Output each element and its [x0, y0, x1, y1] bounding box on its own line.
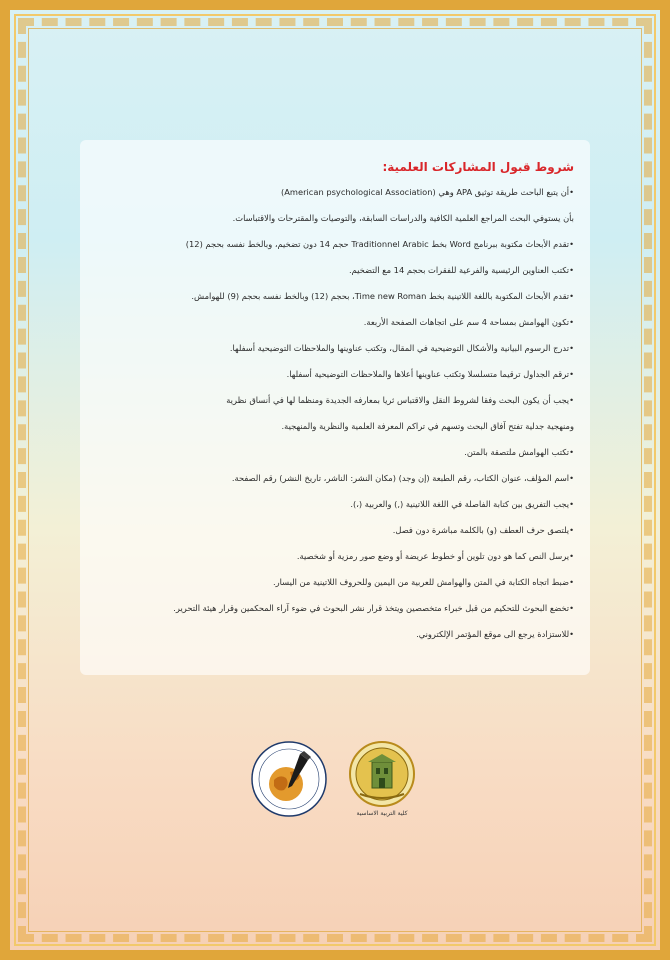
condition-line: •اسم المؤلف، عنوان الكتاب، رقم الطبعة (إن وجد) (مكان النشر: الناشر، تاريخ النشر) رقم الصفحة.	[231, 473, 574, 483]
condition-line: •يجب أن يكون البحث وفقا لشروط النقل والاقتباس ثريا بمعارفه الجديدة ومنظما لها في أنساق نظرية	[226, 395, 574, 405]
condition-line: •تخضع البحوث للتحكيم من قبل خبراء متخصصين ويتخذ قرار نشر البحوث في ضوء آراء المحكمين وقرار هيئة التحرير.	[173, 603, 574, 613]
condition-line: •يرسل النص كما هو دون تلوين أو خطوط عريضة أو وضع صور رمزية أو شخصية.	[296, 551, 574, 561]
college-building-logo-icon	[346, 740, 418, 826]
condition-line: •تكون الهوامش بمساحة 4 سم على اتجاهات الصفحة الأربعة.	[363, 317, 574, 327]
college-logo-caption: كلية التربية الاساسية	[356, 810, 408, 817]
condition-line: •للاستزادة يرجع الى موقع المؤتمر الإلكتروني.	[416, 629, 574, 639]
condition-line: •ضبط اتجاه الكتابة في المتن والهوامش للعربية من اليمين وللحروف اللاتينية من اليسار.	[273, 577, 574, 587]
condition-line: •ترقم الجداول ترقيما متسلسلا وتكتب عناوينها أعلاها والملاحظات التوضيحية أسفلها.	[286, 369, 574, 379]
condition-line: •تكتب الهوامش ملتصقة بالمتن.	[464, 447, 574, 457]
conditions-section	[96, 160, 574, 654]
condition-line: ومنهجية جدلية تفتح آفاق البحث وتسهم في تراكم المعرفة العلمية والنظرية والمنهجية.	[281, 421, 574, 431]
condition-line: •تكتب العناوين الرئيسية والفرعية للفقرات بحجم 14 مع التضخيم.	[348, 265, 574, 275]
condition-line: •يجب التفريق بين كتابة الفاصلة في اللغة اللاتينية (,) والعربية (،).	[350, 499, 574, 509]
pen-globe-logo-icon	[250, 740, 328, 818]
condition-line: •تقدم الأبحاث المكتوبة باللغة اللاتينية بخط Time new Roman، بحجم (12) وبالخط نفسه بحجم (9) للهوامش.	[191, 291, 574, 301]
condition-line: •يلتصق حرف العطف (و) بالكلمة مباشرة دون فصل.	[392, 525, 574, 535]
condition-line: •أن يتبع الباحث طريقة توثيق APA وهي (American psychological Association)	[280, 187, 574, 197]
condition-line: •تدرج الرسوم البيانية والأشكال التوضيحية في المقال، وتكتب عناوينها والملاحظات التوضيحية أسفلها.	[229, 343, 574, 353]
condition-line: •تقدم الأبحاث مكتوبة ببرنامج Word بخط Traditionnel Arabic حجم 14 دون تضخيم، وبالخط نفسه بحجم (12)	[185, 239, 574, 249]
conditions-heading: شروط قبول المشاركات العلمية:	[382, 160, 574, 174]
condition-line: بأن يستوفي البحث المراجع العلمية الكافية والدراسات السابقة، والتوصيات والمقترحات والاقتباسات.	[232, 213, 574, 223]
footer-logos	[250, 740, 430, 830]
